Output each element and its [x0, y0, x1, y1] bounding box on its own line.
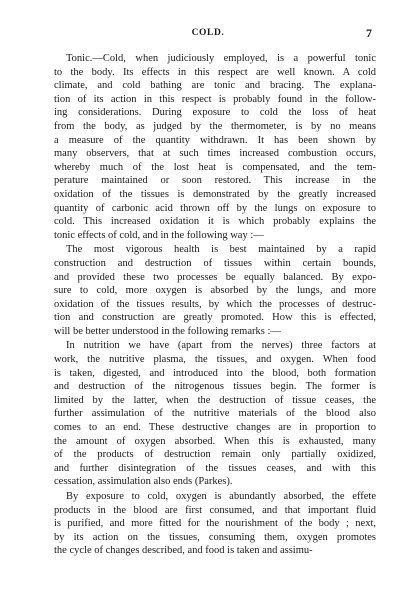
text-line: climate, and cold bathing are tonic and bracing. The explana- [54, 80, 376, 92]
text-line: Tonic.—Cold, when judiciously employed, is a powerful tonic [66, 53, 376, 64]
text-line: cessation, assimulation also ends (Parkes). [54, 476, 233, 488]
text-line: ing considerations. During exposure to cold the loss of heat [54, 107, 376, 119]
text-line: and destruction of the nitrogenous tissues begin. The former is [54, 381, 376, 393]
text-line: whereby much of the lost heat is compensated, and the tem- [54, 161, 376, 173]
text-line: from the body, as judged by the thermometer, is by no means [54, 120, 376, 132]
paragraph [54, 339, 376, 489]
page-number: 7 [366, 26, 372, 40]
text-line: a measure of the quantity withdrawn. It has been shown by [54, 134, 376, 146]
text-line: construction and destruction of tissues within certain bounds, [54, 257, 376, 269]
text-line: By exposure to cold, oxygen is abundantly absorbed, the effete [66, 491, 376, 502]
text-line: to the body. Its effects in this respect are well known. A cold [54, 66, 376, 78]
text-line: In nutrition we have (apart from the nerves) three factors at [66, 340, 376, 352]
text-line: limited by the latter, when the destruction of tissue ceases, the [54, 394, 376, 406]
text-line: further assimulation of the nutritive materials of the blood also [54, 408, 376, 420]
text-line: quantity of carbonic acid thrown off by the lungs on exposure to [54, 202, 376, 214]
body-text [54, 52, 376, 558]
text-line: and provided these two processes be equally balanced. By expo- [54, 271, 376, 283]
paragraph [54, 243, 376, 338]
text-line: oxidation of the tissues results, by which the processes of destruc- [54, 298, 376, 310]
text-line: of the products of destruction remain only partially oxidized, [54, 449, 376, 461]
text-line: tonic effects of cold, and in the following way :— [54, 229, 264, 241]
text-line: the amount of oxygen absorbed. When this is exhausted, many [54, 435, 376, 447]
running-head: COLD. [191, 28, 225, 38]
text-line: and further disintegration of the tissues ceases, and with this [54, 462, 376, 474]
text-line: comes to an end. These destructive changes are in proportion to [54, 422, 376, 434]
text-line: by its action on the tissues, consuming them, oxygen promotes [54, 531, 376, 543]
text-line: sure to cold, more oxygen is absorbed by the lungs, and more [54, 285, 376, 297]
text-line: is taken, digested, and introduced into the blood, both formation [54, 367, 376, 379]
paragraph [54, 52, 376, 242]
text-line: the cycle of changes described, and food is taken and assimu- [54, 545, 313, 557]
text-line: many observers, that at such times increased combustion occurs, [54, 148, 376, 160]
text-line: perature maintained or soon restored. This increase in the [54, 175, 376, 187]
text-line: oxidation of the tissues is demonstrated by the greatly increased [54, 188, 376, 200]
page-header [0, 27, 416, 41]
text-line: will be better understood in the following remarks :— [54, 325, 281, 337]
text-line: cold. This increased oxidation it is which probably explains the [54, 216, 376, 228]
text-line: tion and construction are greatly promoted. How this is effected, [54, 312, 376, 324]
text-line: is purified, and more fitted for the nourishment of the body ; next, [54, 518, 376, 530]
text-line: The most vigorous health is best maintained by a rapid [66, 244, 376, 256]
text-line: tion of its action in this respect is probably found in the follow- [54, 93, 376, 105]
text-line: work, the nutritive plasma, the tissues, and oxygen. When food [54, 354, 376, 366]
paragraph [54, 490, 376, 558]
text-line: products in the blood are first consumed, and that important fluid [54, 504, 376, 516]
